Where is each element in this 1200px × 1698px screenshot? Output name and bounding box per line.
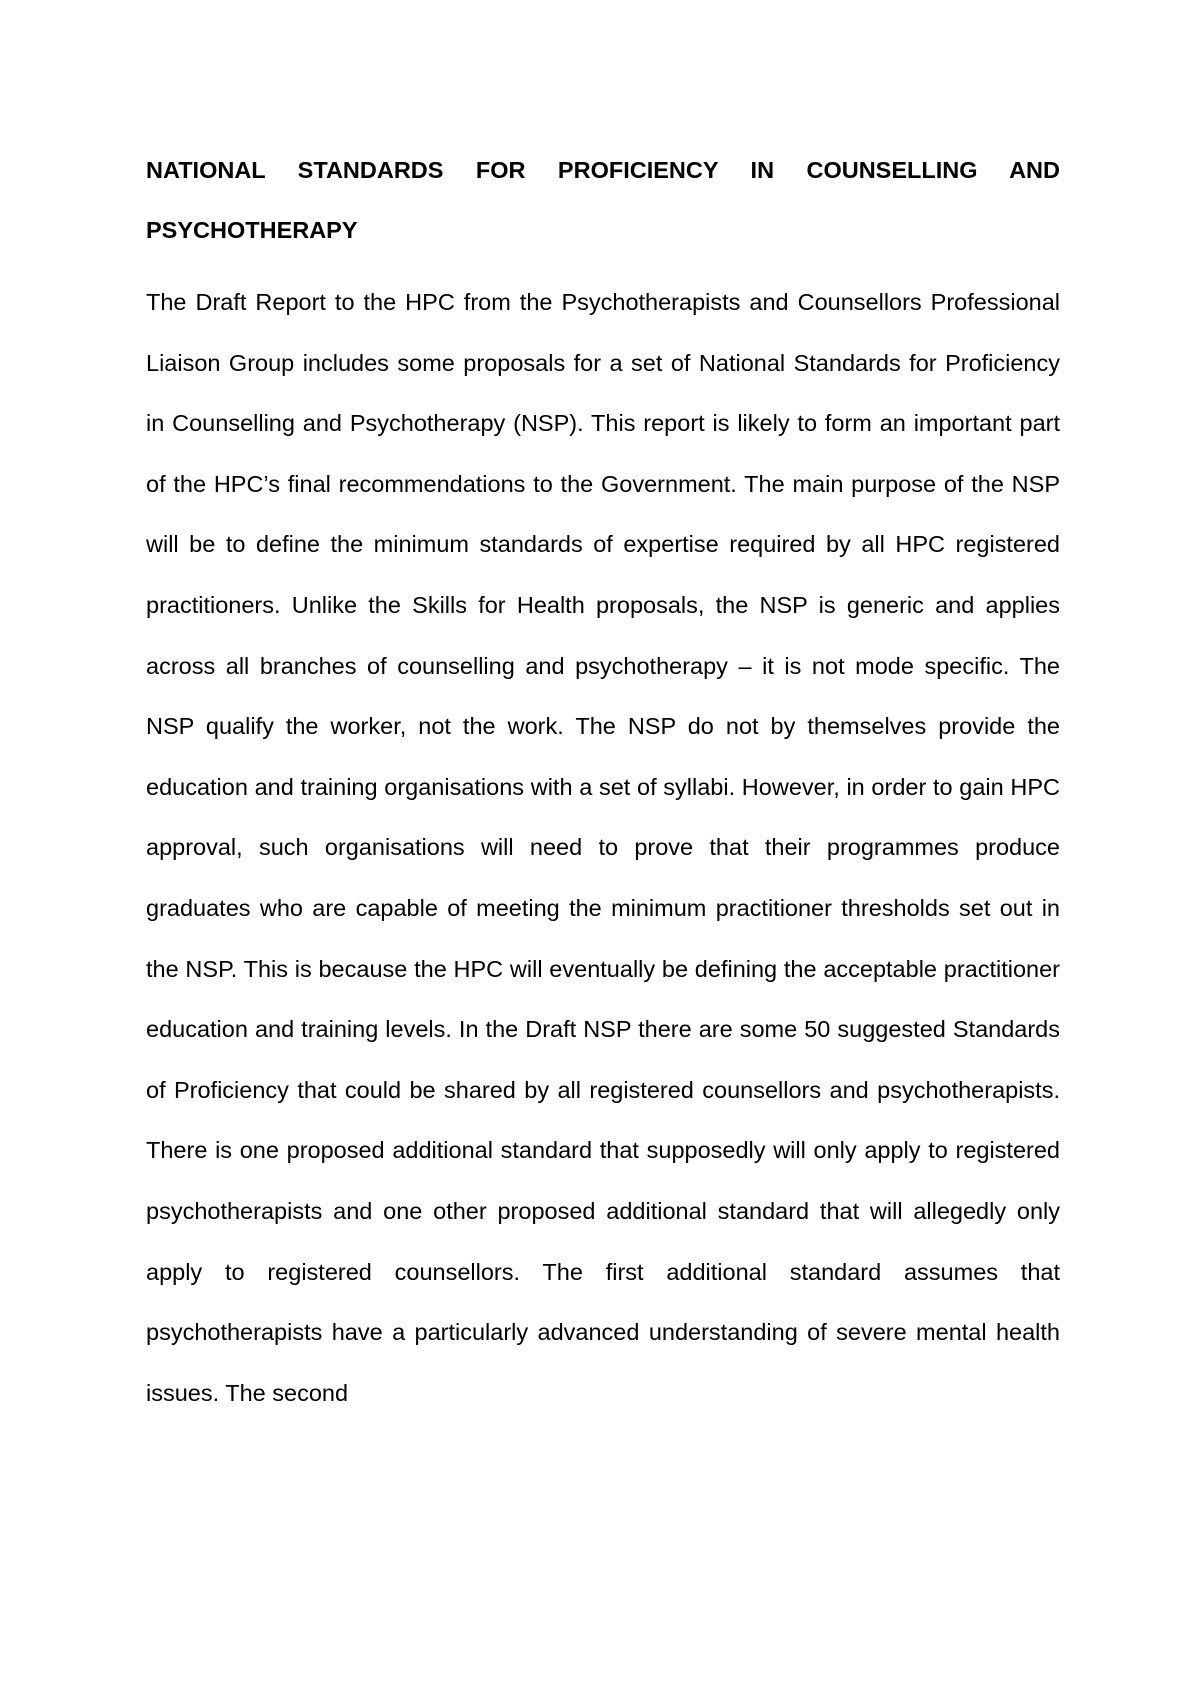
document-page — [146, 140, 1060, 1423]
document-title: NATIONAL STANDARDS FOR PROFICIENCY IN COUNSELLING AND PSYCHOTHERAPY — [146, 157, 1060, 243]
body-paragraph: The Draft Report to the HPC from the Psychotherapists and Counsellors Professional Liaison Group includes some proposals for a set of National Standards for Proficiency in Counselling and Psychotherapy (NSP). This report is likely to form an important part of the HPC’s final recommendations to the Government. The main purpose of the NSP will be to define the minimum standards of expertise required by all HPC registered practitioners. Unlike the Skills for Health proposals, the NSP is generic and applies across all branches of counselling and psychotherapy – it is not mode specific. The NSP qualify the worker, not the work. The NSP do not by themselves provide the education and training organisations with a set of syllabi. However, in order to gain HPC approval, such organisations will need to prove that their programmes produce graduates who are capable of meeting the minimum practitioner thresholds set out in the NSP. This is because the HPC will eventually be defining the acceptable practitioner education and training levels. In the Draft NSP there are some 50 suggested Standards of Proficiency that could be shared by all registered counsellors and psychotherapists. There is one proposed additional standard that supposedly will only apply to registered psychotherapists and one other proposed additional standard that will allegedly only apply to registered counsellors. The first additional standard assumes that psychotherapists have a particularly advanced understanding of severe mental health issues. The second — [146, 289, 1060, 1406]
